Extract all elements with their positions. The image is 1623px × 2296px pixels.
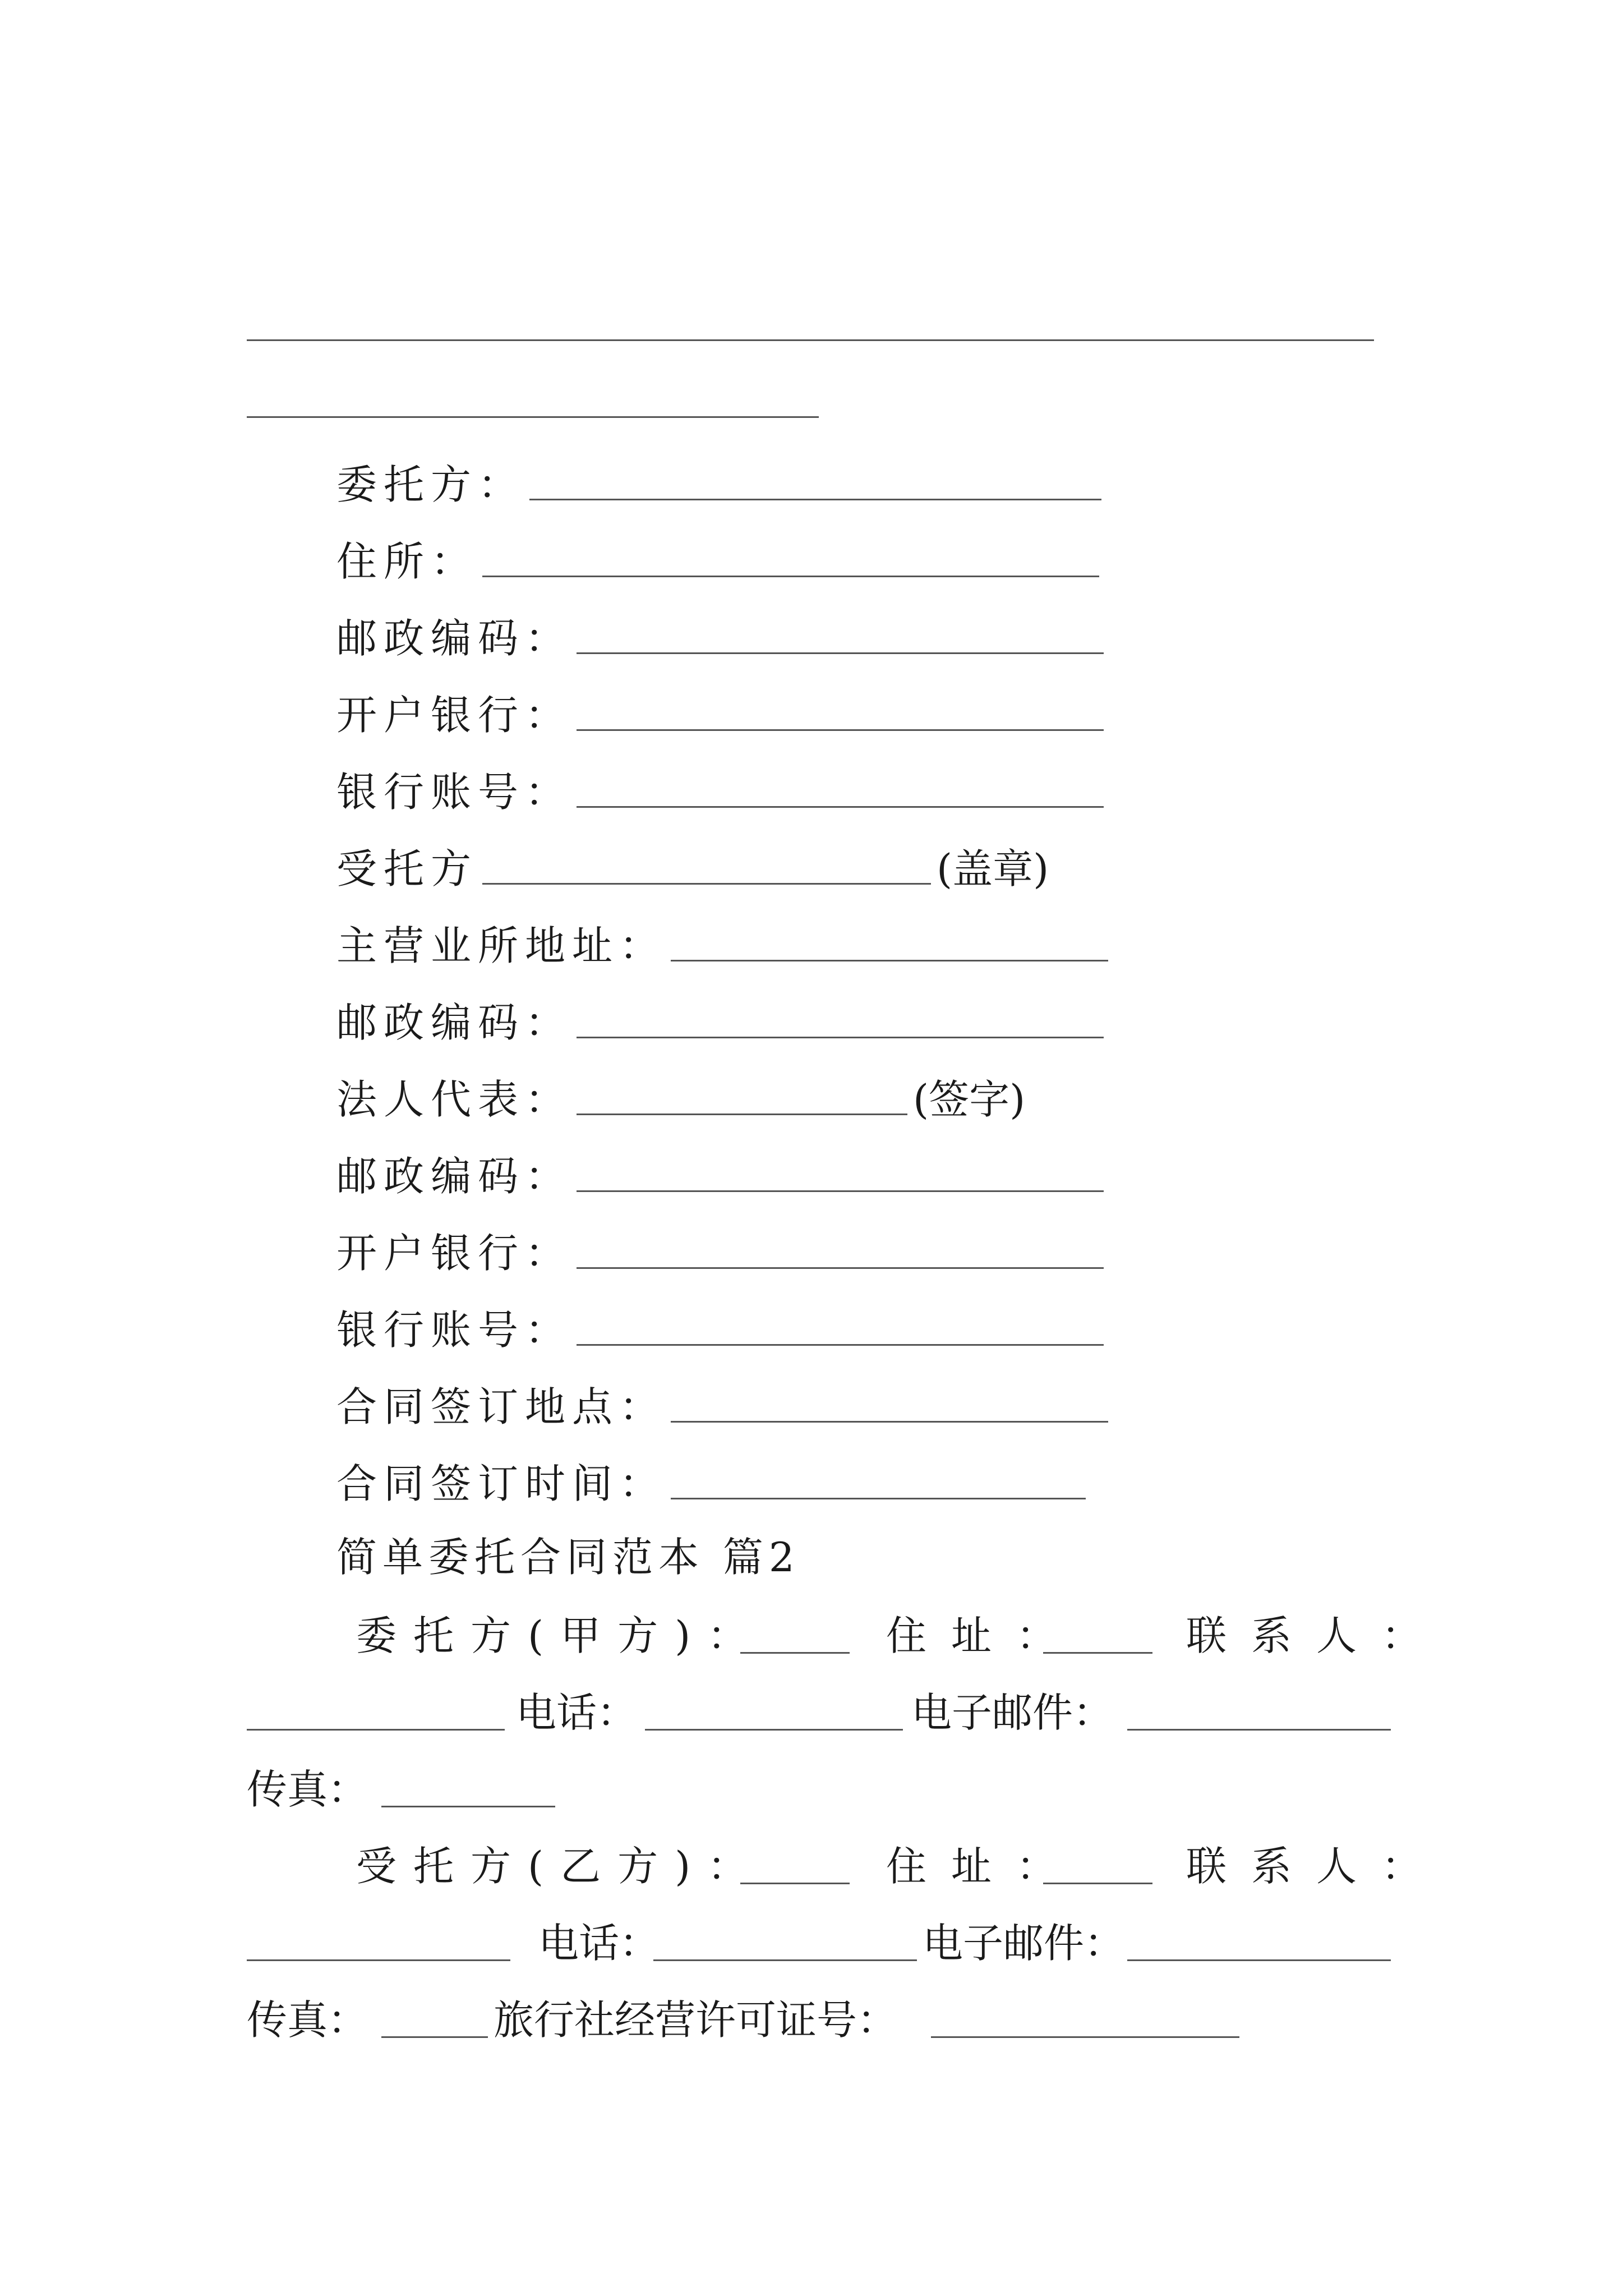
party-a-address-label: 住址： <box>886 1612 1082 1659</box>
fill-line <box>577 1267 1104 1269</box>
fill-line <box>482 883 931 885</box>
party-a-contact-line <box>247 1729 505 1731</box>
party-b-phone-line <box>653 1959 917 1961</box>
party-a-email-label: 电子邮件： <box>911 1689 1114 1736</box>
field-label: 邮政编码： <box>336 1153 573 1200</box>
party-b-fax-label: 传真： <box>247 1996 368 2044</box>
fill-line <box>671 960 1108 961</box>
field-label: 合同签订时间： <box>336 1460 667 1507</box>
blank-line <box>247 416 819 418</box>
form-row <box>336 987 1104 1046</box>
form-row <box>336 833 1049 892</box>
party-b-contact-line <box>247 1959 510 1961</box>
blank-line <box>247 339 1374 341</box>
party-b-license-label: 旅行社经营许可证号： <box>494 1996 898 2044</box>
fill-line <box>577 729 1104 731</box>
party-a-name-line <box>740 1652 850 1654</box>
field-label: 主营业所地址： <box>336 922 667 969</box>
field-label: 开户银行： <box>336 1230 573 1277</box>
party-b-name-line <box>740 1883 850 1884</box>
form-row <box>336 1448 1086 1507</box>
party-b-email-line <box>1127 1959 1391 1961</box>
fill-line <box>482 576 1099 577</box>
party-a-phone-label: 电话： <box>516 1689 638 1736</box>
form-row <box>336 1140 1104 1200</box>
party-a-fax-label: 传真： <box>247 1766 368 1813</box>
form-row <box>336 602 1104 662</box>
field-label: 委托方： <box>336 461 525 508</box>
party-b-email-label: 电子邮件： <box>923 1920 1125 1967</box>
form-row <box>336 1217 1104 1277</box>
party-a-phone-line <box>645 1729 903 1731</box>
field-label: 邮政编码： <box>336 999 573 1046</box>
seal-note: (盖章) <box>937 845 1049 892</box>
fill-line <box>577 1190 1104 1192</box>
form-row <box>336 1294 1104 1354</box>
form-row <box>336 526 1099 585</box>
form-row <box>336 756 1104 816</box>
fill-line <box>577 1037 1104 1038</box>
field-label: 邮政编码： <box>336 615 573 662</box>
party-b-phone-label: 电话： <box>538 1920 660 1967</box>
party-a-fax-line <box>381 1806 555 1807</box>
fill-line <box>671 1498 1086 1499</box>
signature-note: (签字) <box>913 1076 1026 1123</box>
party-a-title: 委托方(甲方)： <box>356 1612 765 1659</box>
fill-line <box>577 1344 1104 1346</box>
fill-line <box>529 499 1101 500</box>
section-heading: 简单委托合同范本 篇2 <box>336 1534 800 1581</box>
field-label: 银行账号： <box>336 769 573 816</box>
form-row <box>336 679 1104 739</box>
field-label: 受托方 <box>336 845 478 892</box>
field-label: 合同签订地点： <box>336 1383 667 1430</box>
form-row <box>336 910 1108 969</box>
party-b-title: 受托方(乙方)： <box>356 1843 765 1890</box>
form-row <box>336 1371 1108 1430</box>
party-a-contact-label: 联系人： <box>1186 1612 1447 1659</box>
fill-line <box>671 1421 1108 1423</box>
party-b-address-line <box>1043 1883 1152 1884</box>
party-b-fax-line <box>381 2036 488 2038</box>
party-a-address-line <box>1043 1652 1152 1654</box>
party-b-contact-label: 联系人： <box>1186 1843 1447 1890</box>
field-label: 住所： <box>336 538 478 585</box>
fill-line <box>577 806 1104 808</box>
field-label: 法人代表： <box>336 1076 573 1123</box>
fill-line <box>577 1114 907 1115</box>
fill-line <box>577 652 1104 654</box>
party-b-license-line <box>931 2036 1239 2038</box>
form-row <box>336 449 1101 508</box>
field-label: 银行账号： <box>336 1306 573 1354</box>
form-row <box>336 1064 1026 1123</box>
field-label: 开户银行： <box>336 692 573 739</box>
party-a-email-line <box>1127 1729 1391 1731</box>
party-b-address-label: 住址： <box>886 1843 1082 1890</box>
